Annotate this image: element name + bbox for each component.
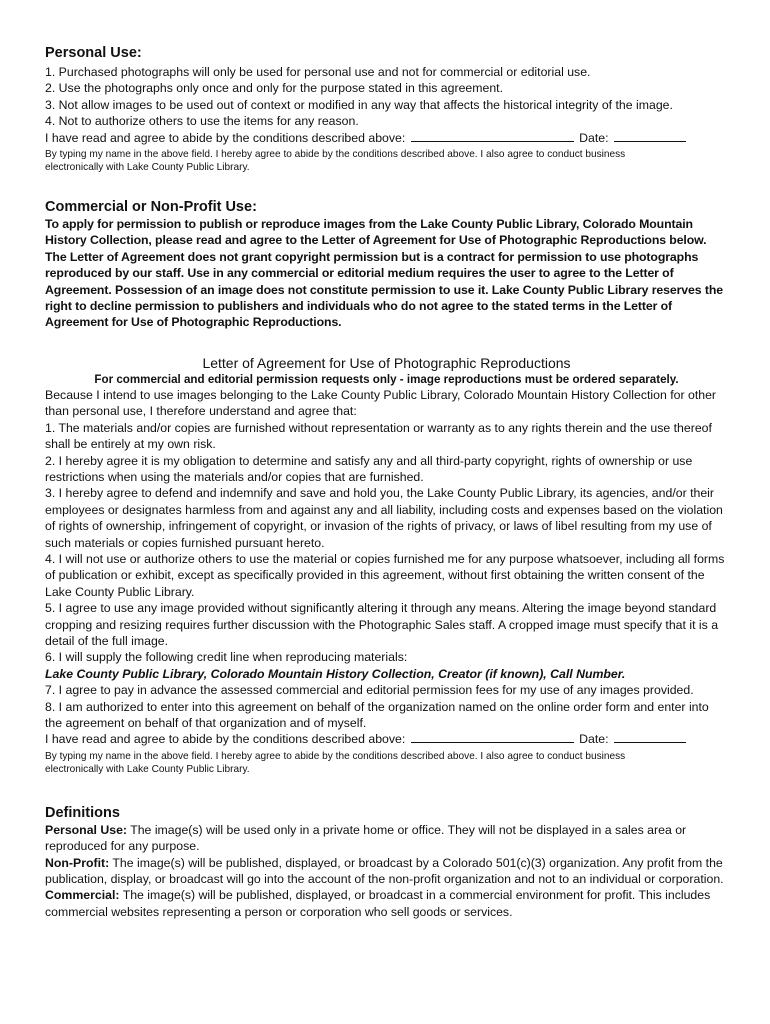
definition-personal-term: Personal Use:: [45, 822, 128, 837]
letter-agree-line: [45, 731, 728, 747]
letter-intro: Because I intend to use images belonging to the Lake County Public Library, Colorado Mountain History Collection for other than personal use, I therefore understand and agree that:: [45, 387, 717, 419]
definition-commercial-term: Commercial:: [45, 888, 120, 903]
letter-section: [45, 355, 728, 776]
personal-agree-label: I have read and agree to abide by the conditions described above:: [45, 130, 406, 145]
letter-title: Letter of Agreement for Use of Photographic Reproductions: [202, 354, 571, 371]
letter-fine-print-2: electronically with Lake County Public Library.: [45, 763, 250, 775]
letter-item-8: 8. I am authorized to enter into this agreement on behalf of the organization named on the online order form and enter into the agreement on behalf of that organization and of myself.: [45, 699, 709, 730]
personal-signature-field[interactable]: [411, 130, 574, 142]
personal-agree-line: [45, 130, 728, 146]
definitions-heading: Definitions: [45, 804, 120, 821]
letter-item-4: 4. I will not use or authorize others to use the material or copies furnished me for any purpose whatsoever, including all forms of publication or exhibit, except as specifically provided in this agreement, without first obtaining the written consent of the Lake County Public Library.: [45, 551, 725, 599]
personal-date-field[interactable]: [614, 130, 686, 142]
letter-item-2: 2. I hereby agree it is my obligation to determine and satisfy any and all third-party copyright, rights of ownership or use restrictions when using the materials and/or copies that are furnished.: [45, 453, 693, 484]
personal-fine-print-1: By typing my name in the above field. I hereby agree to abide by the conditions described above. I also agree to conduct business: [45, 149, 626, 161]
personal-use-heading: Personal Use:: [45, 45, 142, 61]
commercial-body: To apply for permission to publish or reproduce images from the Lake County Public Library, Colorado Mountain History Collection, please read and agree to the Letter of Agreement for Use of Photographic Reproductions below. The Letter of Agreement does not grant copyright permission but is a contract for permission to use photographs reproduced by our staff. Use in any commercial or editorial medium requires the user to agree to the Letter of Agreement. Possession of an image does not constitute permission to use it. Lake County Public Library reserves the right to decline permission to publishers and individuals who do not agree to the stated terms in the Letter of Agreement for Use of Photographic Reproductions.: [45, 217, 723, 330]
definition-personal-text: The image(s) will be used only in a private home or office. They will not be displayed in a sales area or reproduced for any purpose.: [45, 822, 687, 854]
letter-fine-print-1: By typing my name in the above field. I hereby agree to abide by the conditions described above. I also agree to conduct business: [45, 750, 626, 762]
definitions-section: [45, 804, 728, 920]
definition-commercial: [45, 887, 728, 920]
definition-commercial-text: The image(s) will be published, displayed, or broadcast in a commercial environment for profit. This includes commercial websites representing a person or corporation who sell goods or services.: [45, 888, 711, 919]
definition-nonprofit-term: Non-Profit:: [45, 855, 110, 870]
personal-fine-print-2: electronically with Lake County Public Library.: [45, 162, 250, 174]
personal-item-3: 3. Not allow images to be used out of context or modified in any way that affects the historical integrity of the image.: [45, 97, 673, 112]
commercial-section: [45, 198, 728, 331]
letter-date-field[interactable]: [614, 731, 686, 743]
letter-item-3: 3. I hereby agree to defend and indemnify and save and hold you, the Lake County Public Library, its agencies, and/or their employees or designates harmless from and against any and all liability, including costs and expenses based on the violation of rights of ownership, infringement of copyright, or invasion of the rights of privacy, or laws of libel resulting from my use of such materials or copies furnished pursuant hereto.: [45, 486, 723, 550]
letter-item-7: 7. I agree to pay in advance the assessed commercial and editorial permission fees for my use of any images provided.: [45, 683, 694, 698]
letter-date-label: Date:: [579, 732, 609, 747]
letter-subtitle: For commercial and editorial permission requests only - image reproductions must be ordered separately.: [94, 372, 679, 386]
letter-item-6: 6. I will supply the following credit line when reproducing materials:: [45, 650, 408, 665]
letter-item-1: 1. The materials and/or copies are furnished without representation or warranty as to any rights therein and the use thereof shall be entirely at my own risk.: [45, 420, 712, 452]
personal-item-2: 2. Use the photographs only once and only for the purpose stated in this agreement.: [45, 81, 504, 96]
letter-agree-label: I have read and agree to abide by the conditions described above:: [45, 732, 406, 747]
letter-signature-field[interactable]: [411, 731, 574, 743]
personal-use-section: [45, 44, 728, 174]
definition-personal: [45, 822, 728, 855]
definition-nonprofit-text: The image(s) will be published, displayed, or broadcast by a Colorado 501(c)(3) organization. Any profit from the publication, display, or broadcast will go into the account of the non-profit organization and not to an individual or corporation.: [45, 855, 724, 887]
letter-credit-line: Lake County Public Library, Colorado Mountain History Collection, Creator (if known), Call Number.: [45, 666, 626, 681]
personal-date-label: Date:: [579, 130, 609, 145]
personal-item-4: 4. Not to authorize others to use the items for any reason.: [45, 114, 359, 129]
commercial-heading: Commercial or Non-Profit Use:: [45, 199, 257, 216]
letter-item-5: 5. I agree to use any image provided without significantly altering it through any means. Altering the image beyond standard cropping and resizing requires further discussion with the Photographic Sales staff. A cropped image must specify that it is a detail of the full image.: [45, 601, 719, 648]
personal-item-1: 1. Purchased photographs will only be used for personal use and not for commercial or editorial use.: [45, 65, 591, 79]
definition-nonprofit: [45, 855, 728, 888]
